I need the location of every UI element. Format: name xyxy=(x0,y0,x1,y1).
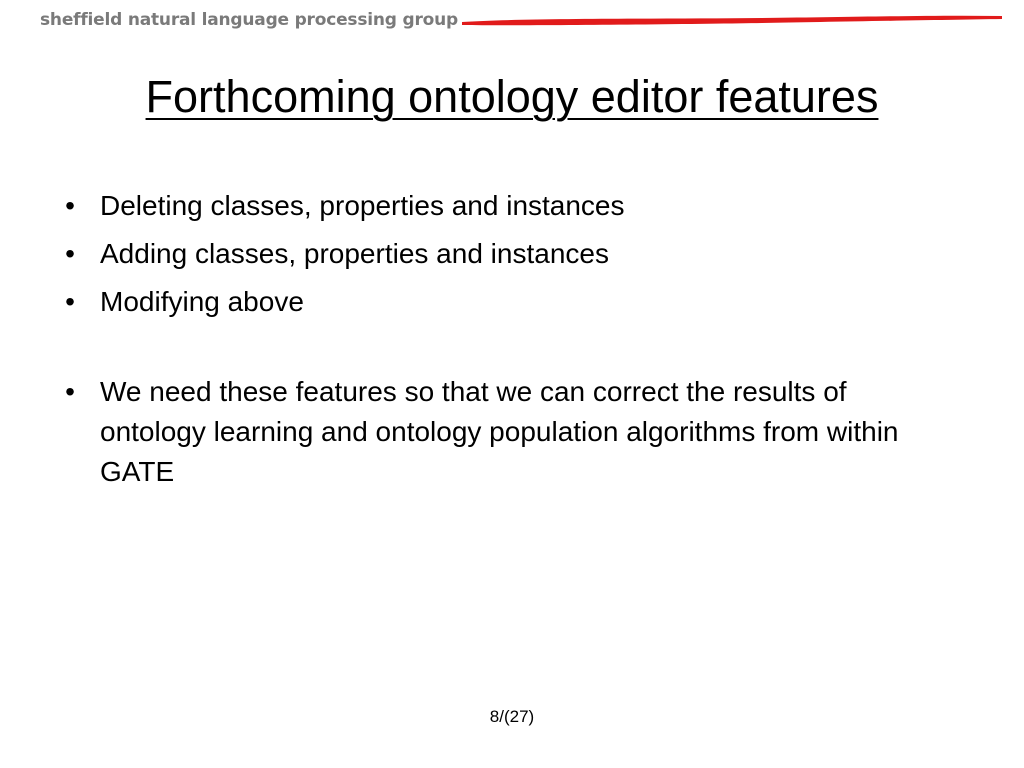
bullet-text: Deleting classes, properties and instances xyxy=(100,190,625,221)
bullet-icon: • xyxy=(65,376,75,407)
group-logo-text: sheffield natural language processing group xyxy=(40,10,458,30)
slide-title xyxy=(0,68,1024,126)
bullet-text: Modifying above xyxy=(100,286,304,317)
list-item xyxy=(60,282,940,322)
bullet-list xyxy=(60,186,940,500)
bullet-icon: • xyxy=(65,190,75,221)
page-number: 8/(27) xyxy=(489,707,535,726)
slide-title-text: Forthcoming ontology editor features xyxy=(145,71,879,122)
bullet-icon: • xyxy=(65,286,75,317)
list-item xyxy=(60,186,940,226)
bullet-icon: • xyxy=(65,238,75,269)
list-item xyxy=(60,234,940,274)
list-item xyxy=(60,372,940,492)
bullet-text: Adding classes, properties and instances xyxy=(100,238,609,269)
bullet-text: We need these features so that we can correct the results of ontology learning and ontology population algorithms from within GATE xyxy=(100,376,899,487)
header-red-swoosh xyxy=(462,10,1002,34)
